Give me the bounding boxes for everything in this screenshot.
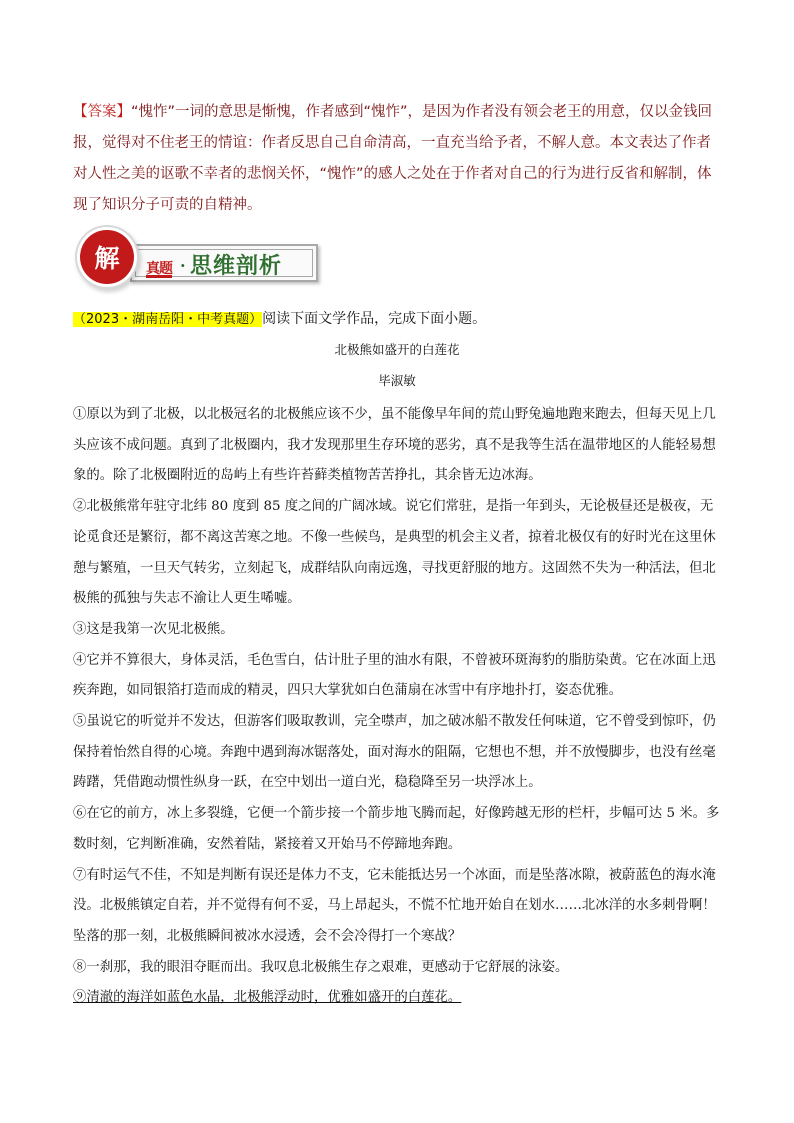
paragraph-9-underlined: ⑨清澈的海洋如蓝色水晶，北极熊浮动时，优雅如盛开的白莲花。 [73, 990, 462, 1006]
banner-badge: 解 [80, 230, 134, 284]
answer-text: “愧怍”一词的意思是惭愧，作者感到“愧怍”，是因为作者没有领会老王的用意，仅以金钱回报，觉得对不住老王的情谊：作者反思自己自命清高，一直充当给予者，不解人意。本文表达了作者对人性之美的讴歌不幸者的悲悯关怀，“愧怍”的感人之处在于作者对自己的行为进行反省和解制，体现了知识分子可责的自精神。 [73, 104, 713, 213]
paragraph-7: ⑦有时运气不佳，不知是判断有误还是体力不支，它未能抵达另一个冰面，而是坠落冰隙，被蔚蓝色的海水淹没。北极熊镇定自若，并不觉得有何不妥，马上昂起头，不慌不忙地开始自在划水……北冰洋的水多刺骨啊！坠落的那一刻，北极熊瞬间被冰水浸透，会不会冷得打一个寒战？ [73, 867, 716, 944]
banner-dot: · [180, 256, 186, 275]
source-instruction: 阅读下面文学作品，完成下面小题。 [262, 311, 487, 327]
answer-tag: 【答案】 [73, 104, 131, 120]
paragraph-6: ⑥在它的前方，冰上多裂缝，它便一个箭步接一个箭步地飞腾而起，好像跨越无形的栏杆，步幅可达 5 米。多数时刻，它判断准确，安然着陆，紧接着又开始马不停蹄地奔跑。 [73, 806, 720, 852]
paragraph-4: ④它并不算很大，身体灵活，毛色雪白，估计肚子里的油水有限，不曾被环斑海豹的脂肪染黄。它在冰面上迅疾奔跑，如同银箔打造而成的精灵，四只大掌犹如白色蒲扇在冰雪中有序地扑打，姿态优雅。 [73, 652, 716, 699]
paragraph-2: ②北极熊常年驻守北纬 80 度到 85 度之间的广阔冰域。说它们常驻，是指一年到头，无论极昼还是极夜，无论觅食还是繁衍，都不离这苦寒之地。不像一些候鸟，是典型的机会主义者，掠着北极仅有的好时光在这里休憩与繁殖，一旦天气转劣，立刻起飞，成群结队向南远逸，寻找更舒服的地方。这固然不失为一种活法，但北极熊的孤独与失志不渝让人更生唏嘘。 [73, 499, 716, 607]
banner-frame [130, 244, 318, 282]
source-line [73, 308, 486, 331]
paragraph-8: ⑧一刹那，我的眼泪夺眶而出。我叹息北极熊生存之艰难，更感动于它舒展的泳姿。 [73, 959, 569, 975]
section-banner [80, 230, 320, 290]
banner-title: 思维剖析 [190, 254, 283, 279]
source-highlight: （2023・湖南岳阳・中考真题） [73, 312, 263, 327]
banner-subtitle: 真题 [146, 261, 172, 277]
article-title: 北极熊如盛开的白莲花 [334, 342, 460, 357]
article-body [73, 400, 723, 1014]
paragraph-3: ③这是我第一次见北极熊。 [73, 621, 234, 637]
paragraph-1: ①原以为到了北极，以北极冠名的北极熊应该不少，虽不能像早年间的荒山野兔遍地跑来跑去，但每天见上几头应该不成问题。真到了北极圈内，我才发现那里生存环境的恶劣，真不是我等生活在温带地区的人能轻易想象的。除了北极圈附近的岛屿上有些许苔藓类植物苦苦挣扎，其余皆无边冰海。 [73, 407, 716, 484]
article-author: 毕淑敏 [378, 373, 416, 388]
answer-block [73, 97, 721, 221]
paragraph-5: ⑤虽说它的听觉并不发达，但游客们吸取教训，完全噤声，加之破冰船不散发任何味道，它不曾受到惊吓，仍保持着怡然自得的心境。奔跑中遇到海冰锯落处，面对海水的阻隔，它想也不想，并不放慢脚步，也没有丝毫踌躇，凭借跑动惯性纵身一跃，在空中划出一道白光，稳稳降至另一块浮冰上。 [73, 714, 716, 791]
